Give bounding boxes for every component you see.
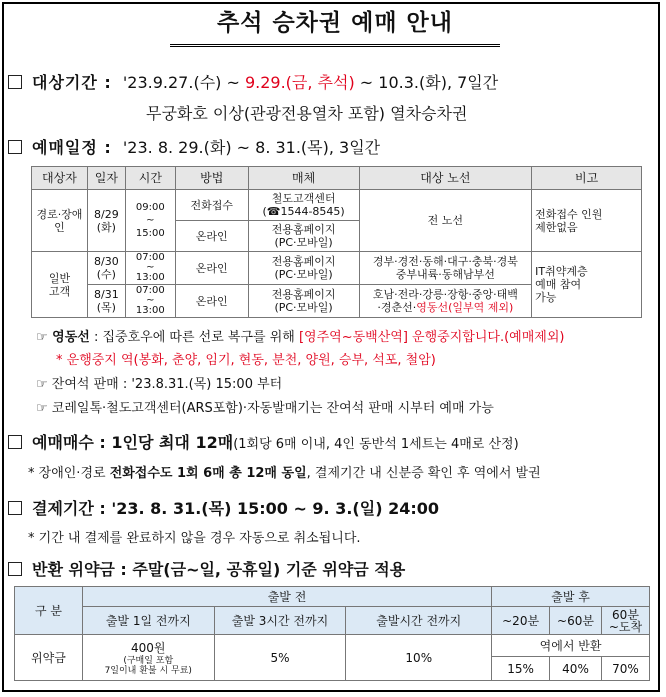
schedule-table <box>31 166 642 318</box>
cell-time: 09:00 ~ 15:00 <box>125 190 175 252</box>
cell-target: 경로·장애인 <box>32 190 88 252</box>
header-date: 일자 <box>87 167 125 190</box>
cell-note: IT취약계층 예매 참여 가능 <box>532 252 642 318</box>
refund-row-label: 위약금 <box>15 635 83 681</box>
section-schedule: 예매일정 : '23. 8. 29.(화) ~ 8. 31.(목), 3일간 <box>8 135 380 158</box>
cell-method: 온라인 <box>175 285 248 318</box>
note-korail-talk: ☞ 코레일톡·철도고객센터(ARS포함)·자동발매기는 잔여석 판매 시부터 예매 가능 <box>36 401 494 416</box>
refund-h6: 60분 ~도착 <box>601 607 649 635</box>
refund-v1-note: (구매일 포함 7일이내 환불 시 무료) <box>104 656 192 676</box>
checkbox-icon <box>8 501 22 515</box>
section-refund: 반환 위약금 : 주말(금~일, 공휴일) 기준 위약금 적용 <box>8 557 405 580</box>
limit-sub: * 장애인·경로 전화접수도 1회 6매 총 12매 동일, 결제기간 내 신분증 확인 후 역에서 발권 <box>28 466 541 481</box>
table-row <box>32 190 642 221</box>
page-title: 추석 승차권 예매 안내 <box>170 6 500 47</box>
checkbox-icon <box>8 140 22 154</box>
table-row <box>32 252 642 285</box>
refund-v5: 40% <box>550 657 602 681</box>
note-yeongdong: ☞ 영동선 : 집중호우에 따른 선로 복구를 위해 [영주역~동백산역] 운행중지합니다.(예매제외) <box>36 330 565 345</box>
target-line2: 무궁화호 이상(관광전용열차 포함) 열차승차권 <box>146 104 468 123</box>
cell-date: 8/31 (목) <box>87 285 125 318</box>
header-media: 매체 <box>248 167 359 190</box>
refund-h2: 출발 3시간 전까지 <box>214 607 346 635</box>
route-red: 영동선(일부역 제외) <box>416 301 514 314</box>
cell-method: 온라인 <box>175 252 248 285</box>
refund-h5: ~60분 <box>550 607 602 635</box>
checkbox-icon <box>8 435 22 449</box>
refund-v6: 70% <box>601 657 649 681</box>
section-target: 대상기간 : '23.9.27.(수) ~ 9.29.(금, 추석) ~ 10.3.(화), 7일간 <box>8 70 498 93</box>
refund-before: 출발 전 <box>82 587 491 607</box>
cell-route: 전 노선 <box>359 190 532 252</box>
cell-media: 철도고객센터 (☎1544-8545) <box>248 190 359 221</box>
note-suspended-stations: * 운행중지 역(봉화, 춘양, 임기, 현동, 분천, 양원, 승부, 석포, 철암) <box>56 353 436 368</box>
cell-media: 전용홈페이지 (PC·모바일) <box>248 252 359 285</box>
refund-h3: 출발시간 전까지 <box>346 607 492 635</box>
cell-media: 전용홈페이지 (PC·모바일) <box>248 285 359 318</box>
target-period-b: ~ 10.3.(화), 7일간 <box>354 73 499 92</box>
cell-method: 전화접수 <box>175 190 248 221</box>
refund-col-label: 구 분 <box>15 587 83 635</box>
cell-time: 07:00 ~ 13:00 <box>125 285 175 318</box>
target-period-red: 9.29.(금, 추석) <box>244 73 355 92</box>
target-period-a: '23.9.27.(수) ~ <box>122 73 245 92</box>
schedule-text: '23. 8. 29.(화) ~ 8. 31.(목), 3일간 <box>122 138 381 157</box>
header-method: 방법 <box>175 167 248 190</box>
cell-note: 전화접수 인원 제한없음 <box>532 190 642 252</box>
cell-time: 07:00 ~ 13:00 <box>125 252 175 285</box>
refund-v2: 5% <box>214 635 346 681</box>
refund-after: 출발 후 <box>492 587 650 607</box>
cell-media: 전용홈페이지 (PC·모바일) <box>248 221 359 252</box>
refund-h1: 출발 1일 전까지 <box>82 607 214 635</box>
header-note: 비고 <box>532 167 642 190</box>
refund-v1-cell <box>82 635 214 681</box>
checkbox-icon <box>8 562 22 576</box>
refund-v3: 10% <box>346 635 492 681</box>
table-row <box>15 587 650 607</box>
header-route: 대상 노선 <box>359 167 532 190</box>
cell-date: 8/30 (수) <box>87 252 125 285</box>
section-limit: 예매매수 : 1인당 최대 12매(1회당 6매 이내, 4인 동반석 1세트는 4매로 산정) <box>8 430 519 453</box>
cell-target: 일반 고객 <box>32 252 88 318</box>
refund-table <box>14 586 650 681</box>
cell-date: 8/29 (화) <box>87 190 125 252</box>
cell-method: 온라인 <box>175 221 248 252</box>
refund-v1: 400원 <box>131 641 166 655</box>
cell-route: 호남·전라·강릉·장항·중앙·태백 ·경춘선·영동선(일부역 제외) <box>359 285 532 318</box>
header-time: 시간 <box>125 167 175 190</box>
note-remaining: ☞ 잔여석 판매 : '23.8.31.(목) 15:00 부터 <box>36 377 283 392</box>
refund-station: 역에서 반환 <box>492 635 650 657</box>
table-header-row <box>32 167 642 190</box>
section-payment: 결제기간 : '23. 8. 31.(목) 15:00 ~ 9. 3.(일) 24:00 <box>8 496 439 519</box>
table-row <box>15 635 650 657</box>
refund-h4: ~20분 <box>492 607 550 635</box>
cell-route: 경부·경전·동해·대구·충북·경북 중부내륙·동해남부선 <box>359 252 532 285</box>
payment-sub: * 기간 내 결제를 완료하지 않을 경우 자동으로 취소됩니다. <box>28 531 361 546</box>
checkbox-icon <box>8 75 22 89</box>
header-target: 대상자 <box>32 167 88 190</box>
table-row <box>15 607 650 635</box>
refund-v4: 15% <box>492 657 550 681</box>
